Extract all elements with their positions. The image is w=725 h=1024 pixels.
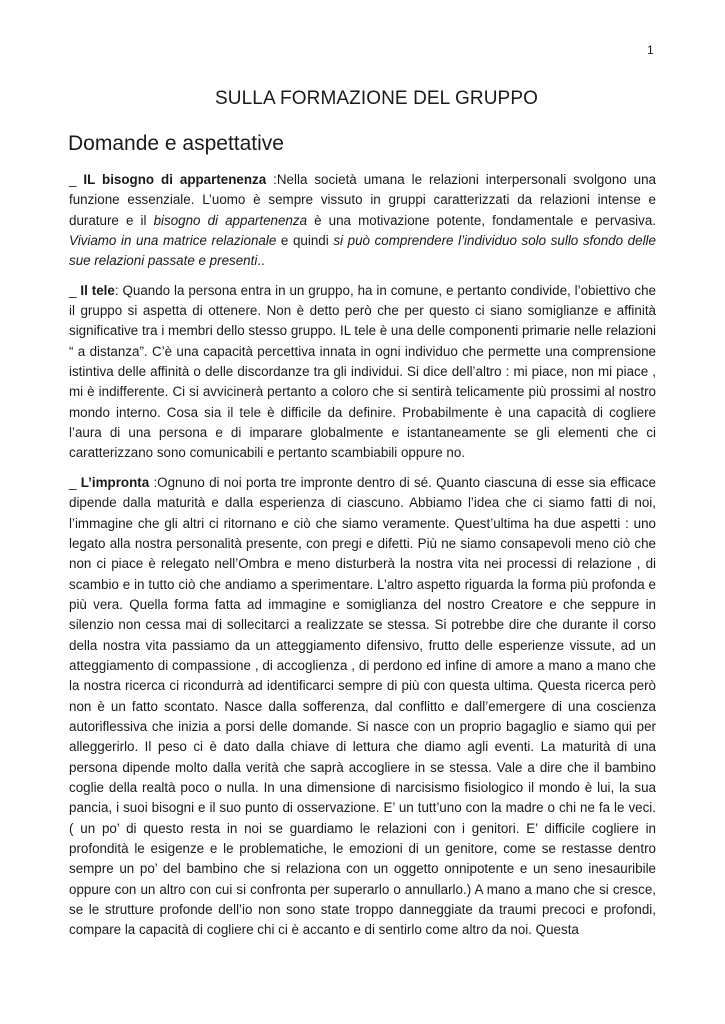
paragraph-tele	[69, 281, 656, 464]
paragraph-text: _	[69, 282, 81, 298]
paragraph-text: ..	[257, 253, 265, 269]
page-number: 1	[647, 43, 654, 57]
paragraph-text: e quindi	[276, 233, 334, 249]
paragraph-term: Il tele	[80, 282, 115, 298]
emphasis-text: si può comprendere l’individuo solo sullo sfondo delle sue relazioni passate e presenti	[69, 233, 656, 269]
paragraph-appartenenza	[69, 170, 656, 272]
emphasis-text: bisogno di appartenenza	[153, 212, 308, 228]
paragraph-text: : Quando la persona entra in un gruppo, ha in comune, e pertanto condivide, l’obiettivo che il gruppo si aspetta di ottenere. Non è detto però che per questo ci siano somiglianze e affinità significative tra i membri dello stesso gruppo. IL tele è una delle componenti primarie nelle relazioni “ a distanza”. C’è una capacità percettiva innata in ogni individuo che permette una comprensione istintiva delle affinità o delle discordanze tra gli individui. Si dice dell’altro : mi piace, non mi piace , mi è indifferente. Ci si avvicinerà pertanto a coloro che si sentirà telicamente più prossimi al nostro mondo interno. Cosa sia il tele è difficile da definire. Probabilmente è una capacità di cogliere l’aura di una persona e di imparare globalmente e istantaneamente se gli elementi che ci caratterizzano sono comunicabili e pertanto scambiabili oppure no.	[69, 282, 656, 461]
paragraph-text: è una motivazione potente, fondamentale e pervasiva.	[307, 212, 656, 228]
emphasis-text: Viviamo in una matrice relazionale	[69, 233, 277, 249]
document-title: SULLA FORMAZIONE DEL GRUPPO	[215, 88, 538, 109]
section-heading: Domande e aspettative	[68, 132, 284, 155]
paragraph-impronta	[69, 473, 656, 941]
paragraph-text: _	[69, 474, 81, 490]
paragraph-term: L’impronta	[80, 474, 150, 490]
paragraph-text: :Ognuno di noi porta tre impronte dentro di sé. Quanto ciascuna di esse sia efficace dipende dalla maturità e dalla esperienza di ciascuno. Abbiamo l’idea che ci siamo fatti di noi, l’immagine che gli altri ci ritornano e ciò che siamo veramente. Quest’ultima ha due aspetti : uno legato alla nostra personalità presente, con pregi e difetti. Più ne siamo consapevoli meno ciò che non ci piace è relegato nell’Ombra e meno disturberà la nostra vita nei processi di relazione , di scambio e in tutto ciò che andiamo a sperimentare. L’altro aspetto riguarda la forma più profonda e più vera. Quella forma fatta ad immagine e somiglianza del nostro Creatore e che seppure in silenzio non cessa mai di sollecitarci a realizzate se stessa. Si potrebbe dire che durante il corso della nostra vita passiamo da un atteggiamento difensivo, frutto delle esperienze vissute, ad un atteggiamento di compassione , di accoglienza , di perdono ed infine di amore a mano a mano che la nostra ricerca ci ricondurrà ad identificarci sempre di più con questa ultima. Questa ricerca però non è un fatto scontato. Nasce dalla sofferenza, dal conflitto e dall’emergere di una coscienza autoriflessiva che inizia a porsi delle domande. Si nasce con un proprio bagaglio e siamo qui per alleggerirlo. Il peso ci è dato dalla chiave di lettura che diamo agli eventi. La maturità di una persona dipende molto dalla verità che saprà accogliere in se stessa. Vale a dire che il bambino coglie della realtà poco o nulla. In una dimensione di narcisismo fisiologico il mondo è lui, la sua pancia, i suoi bisogni e il suo punto di osservazione. E’ un tutt’uno con la madre o chi ne fa le veci. ( un po’ di questo resta in noi se guardiamo le relazioni con i genitori. E’ difficile cogliere in profondità le esigenze e le problematiche, le emozioni di un genitore, come se restasse dentro sempre un po’ del bambino che si relaziona con un oggetto onnipotente e un seno inesauribile oppure con un altro con cui si confronta per superarlo o annullarlo.) A mano a mano che si cresce, se le strutture profonde dell’io non sono state troppo danneggiate da traumi precoci e profondi, compare la capacità di cogliere chi ci è accanto e di sentirlo come altro da noi. Questa	[69, 474, 656, 938]
paragraph-text: _	[69, 172, 84, 187]
paragraph-term: IL bisogno di appartenenza	[83, 172, 267, 187]
body-text	[69, 170, 656, 950]
paragraph-text: :Nella società umana le relazioni interpersonali svolgono una funzione essenziale. L’uomo è sempre vissuto in gruppi caratterizzati da relazioni intense e durature e il	[69, 172, 657, 228]
